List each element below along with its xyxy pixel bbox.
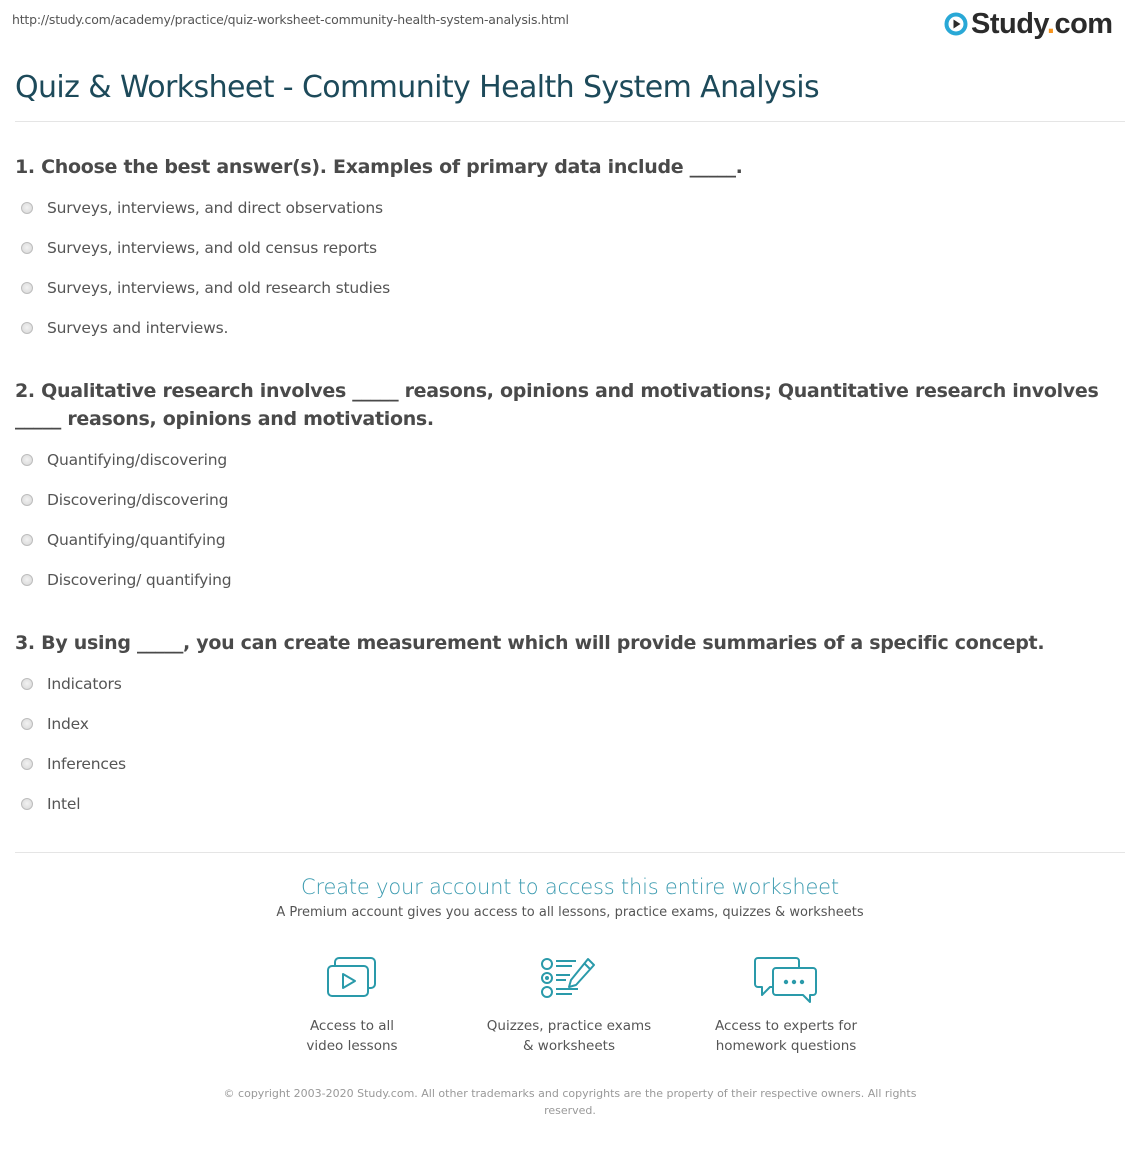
answer-option[interactable]: Surveys and interviews. <box>15 308 1125 348</box>
play-circle-icon <box>944 12 968 36</box>
feature-experts <box>686 956 886 1056</box>
answer-options <box>15 440 1125 600</box>
question-text: 3. By using _____, you can create measurement which will provide summaries of a specific concept. <box>15 632 1045 654</box>
copyright-notice: © copyright 2003-2020 Study.com. All other trademarks and copyrights are the property of their respective owners. All rights reserved. <box>223 1087 917 1117</box>
logo-text: Study.com <box>971 8 1113 40</box>
radio-button[interactable] <box>21 242 33 254</box>
feature-label: Access to experts for homework questions <box>714 1018 857 1054</box>
question-text: 1. Choose the best answer(s). Examples of primary data include _____. <box>15 156 743 178</box>
radio-button[interactable] <box>21 282 33 294</box>
page-title: Quiz & Worksheet - Community Health System Analysis <box>15 70 819 105</box>
feature-quizzes <box>469 956 669 1056</box>
answer-option[interactable]: Surveys, interviews, and old census reports <box>15 228 1125 268</box>
answer-option[interactable]: Quantifying/discovering <box>15 440 1125 480</box>
radio-button[interactable] <box>21 798 33 810</box>
create-account-link[interactable]: Create your account to access this entire worksheet <box>301 875 839 899</box>
study-com-logo[interactable] <box>944 9 1113 39</box>
answer-option[interactable]: Discovering/ quantifying <box>15 560 1125 600</box>
video-lessons-icon <box>252 956 452 1008</box>
question-3 <box>15 629 1125 824</box>
answer-option[interactable]: Intel <box>15 784 1125 824</box>
radio-button[interactable] <box>21 678 33 690</box>
premium-description: A Premium account gives you access to all lessons, practice exams, quizzes & worksheets <box>276 905 864 920</box>
answer-option[interactable]: Indicators <box>15 664 1125 704</box>
answer-option[interactable]: Index <box>15 704 1125 744</box>
radio-button[interactable] <box>21 202 33 214</box>
answer-option[interactable]: Surveys, interviews, and direct observations <box>15 188 1125 228</box>
feature-video-lessons <box>252 956 452 1056</box>
question-1 <box>15 153 1125 348</box>
radio-button[interactable] <box>21 322 33 334</box>
question-text: 2. Qualitative research involves _____ reasons, opinions and motivations; Quantitative research involves _____ reasons, opinions and motivations. <box>15 380 1099 430</box>
answer-option[interactable]: Surveys, interviews, and old research studies <box>15 268 1125 308</box>
feature-label: Quizzes, practice exams & worksheets <box>486 1018 652 1054</box>
cta-divider <box>15 852 1125 853</box>
chat-bubbles-icon <box>686 956 886 1008</box>
answer-option[interactable]: Quantifying/quantifying <box>15 520 1125 560</box>
answer-options <box>15 188 1125 348</box>
feature-label: Access to all video lessons <box>306 1018 398 1054</box>
quiz-checklist-icon <box>469 956 669 1008</box>
radio-button[interactable] <box>21 574 33 586</box>
question-2 <box>15 377 1125 600</box>
title-divider <box>15 121 1125 122</box>
radio-button[interactable] <box>21 494 33 506</box>
radio-button[interactable] <box>21 758 33 770</box>
page-url: http://study.com/academy/practice/quiz-worksheet-community-health-system-analysis.html <box>12 12 569 27</box>
radio-button[interactable] <box>21 454 33 466</box>
answer-option[interactable]: Inferences <box>15 744 1125 784</box>
answer-option[interactable]: Discovering/discovering <box>15 480 1125 520</box>
answer-options <box>15 664 1125 824</box>
radio-button[interactable] <box>21 718 33 730</box>
radio-button[interactable] <box>21 534 33 546</box>
